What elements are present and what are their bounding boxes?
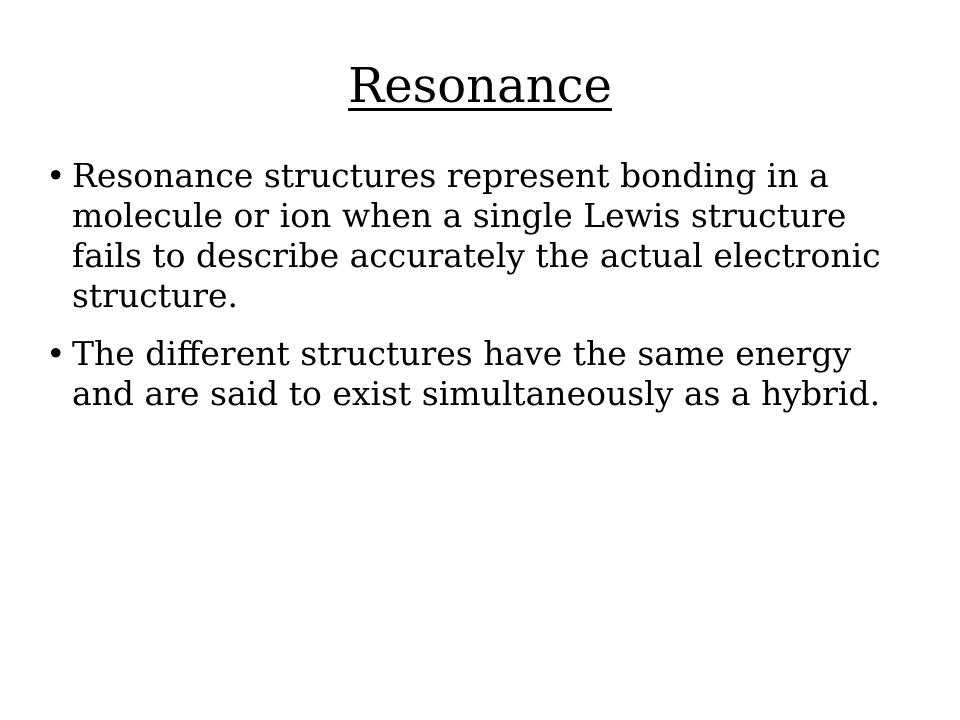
bullet-item (46, 156, 902, 316)
bullet-point-icon: • (46, 334, 66, 373)
bullet-point-icon: • (46, 156, 66, 195)
bullet-text: Resonance structures represent bonding in a molecule or ion when a single Lewis structure fails to describe accurately the actual electronic structure. (72, 156, 881, 315)
bullet-item (46, 334, 902, 414)
slide-title (0, 56, 960, 116)
bullet-list (46, 156, 902, 432)
slide-title-text: Resonance (348, 58, 612, 114)
bullet-text: The different structures have the same energy and are said to exist simultaneously as a hybrid. (72, 334, 881, 413)
